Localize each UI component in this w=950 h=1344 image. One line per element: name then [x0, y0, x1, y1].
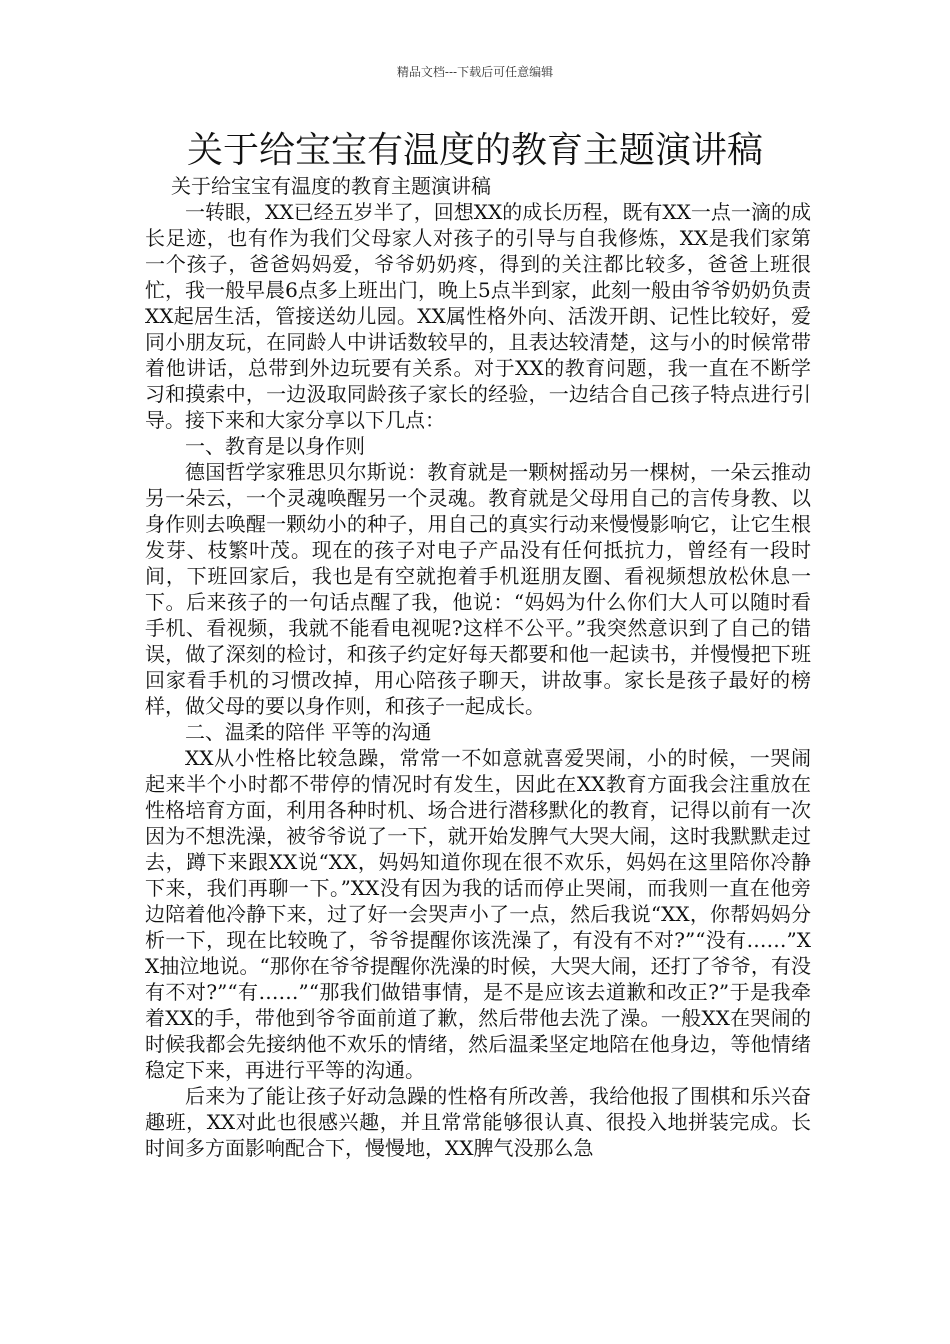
- paragraph-section-2: XX从小性格比较急躁，常常一不如意就喜爱哭闹，小的时候，一哭闹起来半个小时都不带停的情况时有发生，因此在XX教育方面我会注重放在性格培育方面，利用各种时机、场合进行潜移默化的教育，记得以前有一次因为不想洗澡，被爷爷说了一下，就开始发脾气大哭大闹，这时我默默走过去，蹲下来跟XX说“XX，妈妈知道你现在很不欢乐，妈妈在这里陪你冷静下来，我们再聊一下。”XX没有因为我的话而停止哭闹，而我则一直在他旁边陪着他冷静下来，过了好一会哭声小了一点，然后我说“XX，你帮妈妈分析一下，现在比较晚了，爷爷提醒你该洗澡了，有没有不对?”“没有……”XX抽泣地说。“那你在爷爷提醒你洗澡的时候，大哭大闹，还打了爷爷，有没有不对?”“有……”“那我们做错事情，是不是应该去道歉和改正?”于是我牵着XX的手，带他到爷爷面前道了歉，然后带他去洗了澡。一般XX在哭闹的时候我都会先接纳他不欢乐的情绪，然后温柔坚定地陪在他身边，等他情绪稳定下来，再进行平等的沟通。: [145, 746, 811, 1082]
- paragraph-section-1: 德国哲学家雅思贝尔斯说：教育就是一颗树摇动另一棵树，一朵云推动另一朵云，一个灵魂唤醒另一个灵魂。教育就是父母用自己的言传身教、以身作则去唤醒一颗幼小的种子，用自己的真实行动来慢慢影响它，让它生根发芽、枝繁叶茂。现在的孩子对电子产品没有任何抵抗力，曾经有一段时间，下班回家后，我也是有空就抱着手机逛朋友圈、看视频想放松休息一下。后来孩子的一句话点醒了我，他说：“妈妈为什么你们大人可以随时看手机、看视频，我就不能看电视呢?这样不公平。”我突然意识到了自己的错误，做了深刻的检讨，和孩子约定好每天都要和他一起读书，并慢慢把下班回家看手机的习惯改掉，用心陪孩子聊天，讲故事。家长是孩子最好的榜样，做父母的要以身作则，和孩子一起成长。: [145, 460, 811, 718]
- section-heading-2: 二、温柔的陪伴 平等的沟通: [185, 720, 432, 744]
- section-heading-1: 一、教育是以身作则: [185, 434, 365, 458]
- document-title: 关于给宝宝有温度的教育主题演讲稿: [186, 130, 763, 171]
- header-note: 精品文档---下载后可任意编辑: [396, 65, 554, 79]
- paragraph-intro: 一转眼，XX已经五岁半了，回想XX的成长历程，既有XX一点一滴的成长足迹，也有作为我们父母家人对孩子的引导与自我修炼，XX是我们家第一个孩子，爸爸妈妈爱，爷爷奶奶疼，得到的关注都比较多，爸爸上班很忙，我一般早晨6点多上班出门，晚上5点半到家，此刻一般由爷爷奶奶负责XX起居生活，管接送幼儿园。XX属性格外向、活泼开朗、记性比较好，爱同小朋友玩，在同龄人中讲话数较早的，且表达较清楚，这与小的时候常带着他讲话，总带到外边玩要有关系。对于XX的教育问题，我一直在不断学习和摸索中，一边汲取同龄孩子家长的经验，一边结合自己孩子特点进行引导。接下来和大家分享以下几点：: [145, 200, 811, 432]
- document-body: [145, 173, 811, 1161]
- paragraph-section-2-continued: 后来为了能让孩子好动急躁的性格有所改善，我给他报了围棋和乐兴奋趣班，XX对此也很感兴趣，并且常常能够很认真、很投入地拼装完成。长时间多方面影响配合下，慢慢地，XX脾气没那么急: [145, 1084, 811, 1160]
- document-subtitle: 关于给宝宝有温度的教育主题演讲稿: [171, 174, 491, 198]
